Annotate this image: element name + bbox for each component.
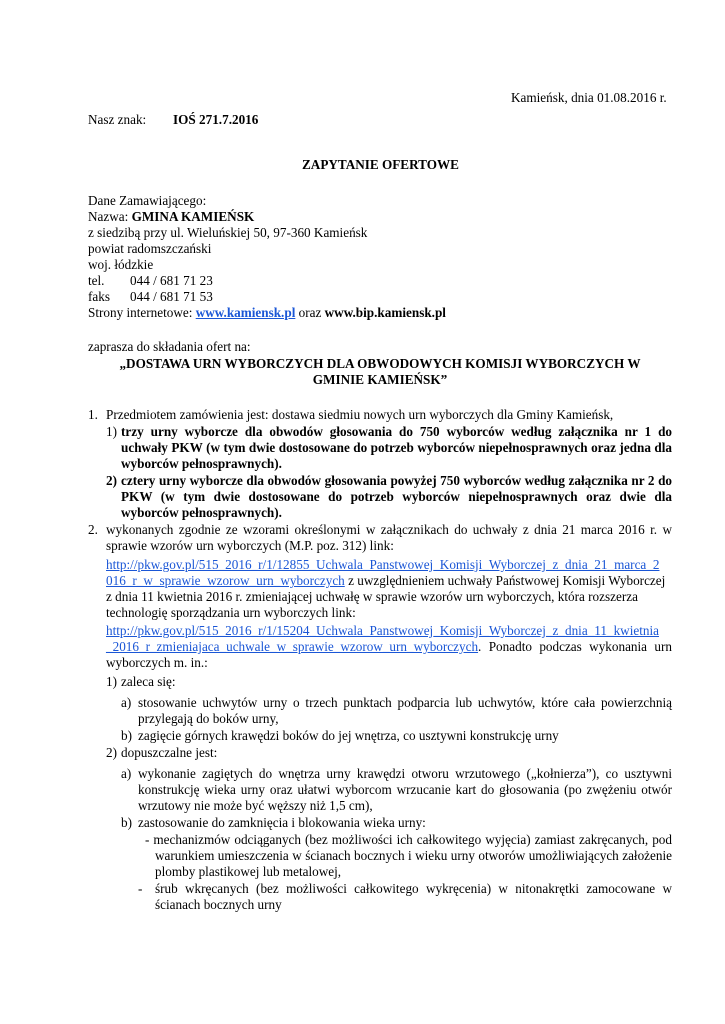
subject-line-2: GMINIE KAMIEŃSK”: [312, 372, 448, 387]
buyer-fax: 044 / 681 71 53: [130, 289, 213, 304]
point-1-sub-2-text: cztery urny wyborcze dla obwodów głosowania powyżej 750 wyborców według załącznika nr 2 do PKW (w tym dwie dostosowane do potrzeb wyborców niepełnosprawnych oraz dwie dla wyborców pełnosprawnych).: [121, 473, 672, 520]
point-1-sub-2-number: 2): [106, 473, 117, 488]
buyer-name: GMINA KAMIEŃSK: [131, 209, 255, 224]
after-link-1-text-a: z uwzględnieniem uchwały Państwowej Komisji Wyborczej: [344, 573, 666, 588]
point-2-sub-2-a-number: a): [121, 766, 132, 781]
web-label: Strony internetowe:: [88, 305, 196, 320]
buyer-name-label: Nazwa:: [88, 209, 132, 224]
after-link-1-text-c: technologię sporządzania urn wyborczych link:: [106, 605, 356, 620]
buyer-county: powiat radomszczański: [88, 241, 212, 256]
point-2-sub-2-text: dopuszczalne jest:: [121, 745, 218, 760]
buyer-tel-label: tel.: [88, 273, 105, 288]
pkw-link-1-part-1[interactable]: http://pkw.gov.pl/515_2016_r/1/12855_Uchwala_Panstwowej_Komisji_Wyborczej_z_dnia_21_marca_2: [106, 557, 660, 572]
website-link-kamiensk[interactable]: www.kamiensk.pl: [195, 305, 296, 320]
point-1-sub-1-number: 1): [106, 424, 117, 439]
pkw-link-2-part-1[interactable]: http://pkw.gov.pl/515_2016_r/1/15204_Uchwala_Panstwowej_Komisji_Wyborczej_z_dnia_11_kwietnia: [106, 623, 659, 638]
point-2-sub-2-b-text: zastosowanie do zamknięcia i blokowania wieka urny:: [138, 815, 426, 830]
point-2-sub-1-b-number: b): [121, 728, 132, 743]
point-2-sub-1-b-text: zagięcie górnych krawędzi boków do jej wnętrza, co usztywni konstrukcję urny: [138, 728, 559, 743]
point-2-sub-1-a-number: a): [121, 695, 132, 710]
reference-label: Nasz znak:: [88, 112, 147, 127]
buyer-fax-label: faks: [88, 289, 110, 304]
point-2-text: wykonanych zgodnie ze wzorami określonymi w załącznikach do uchwały z dnia 21 marca 2016 r. w sprawie wzorów urn wyborczych (M.P. poz. 312) link:: [106, 522, 672, 553]
place-date: Kamieńsk, dnia 01.08.2016 r.: [511, 90, 667, 105]
point-2-sub-1-text: zaleca się:: [121, 674, 176, 689]
buyer-name-line: [88, 209, 254, 225]
point-2-number: 2.: [88, 522, 98, 537]
after-link-1-text-b: z dnia 11 kwietnia 2016 r. zmieniającej uchwałę w sprawie wzorów urn wyborczych, która rozszerza: [106, 589, 638, 604]
pkw-link-1-line-2: [106, 573, 665, 589]
pkw-link-1-part-2[interactable]: 016_r_w_sprawie_wzorow_urn_wyborczych: [106, 573, 345, 588]
buyer-address: z siedzibą przy ul. Wieluńskiej 50, 97-360 Kamieńsk: [88, 225, 368, 240]
subject-line-1: „DOSTAWA URN WYBORCZYCH DLA OBWODOWYCH KOMISJI WYBORCZYCH W: [119, 356, 641, 371]
point-1-sub-1-text: trzy urny wyborcze dla obwodów głosowania do 750 wyborców według załącznika nr 1 do uchwały PKW (w tym dwie dostosowane do potrzeb wyborców niepełnosprawnych oraz jedna dla wyborców pełnosprawnych).: [121, 424, 672, 471]
point-1-number: 1.: [88, 407, 98, 422]
invite-text: zaprasza do składania ofert na:: [88, 339, 251, 354]
page-title: ZAPYTANIE OFERTOWE: [302, 157, 459, 172]
dash-item-2: śrub wkręcanych (bez możliwości całkowitego wykręcenia) w nitonakrętki zamocowane w ścianach bocznych urny: [155, 881, 672, 912]
point-2-sub-2-b-number: b): [121, 815, 132, 830]
point-1-text: Przedmiotem zamówienia jest: dostawa siedmiu nowych urn wyborczych dla Gminy Kamieńsk,: [106, 407, 614, 422]
buyer-heading: Dane Zamawiającego:: [88, 193, 207, 208]
reference-number: IOŚ 271.7.2016: [173, 112, 259, 127]
point-2-sub-2-a-text: wykonanie zagiętych do wnętrza urny krawędzi otworu wrzutowego („kołnierza”), co usztywni konstrukcję wieka urny oraz ułatwi wyborcom wrzucanie kart do głosowania (po zwężeniu otwór wrzutowy nie może być węższy niż 1,5 cm),: [138, 766, 672, 813]
after-link-2-text: . Ponadto podczas wykonania urn wyborczych m. in.:: [106, 639, 672, 670]
website-bip: www.bip.kamiensk.pl: [324, 305, 446, 320]
pkw-link-2-line-2: [106, 639, 672, 671]
dash-item-2-mark: -: [138, 881, 143, 896]
point-2-sub-1-a-text: stosowanie uchwytów urny o trzech punktach podparcia lub uchwytów, które cała powierzchnią przylegają do boków urny,: [138, 695, 672, 726]
pkw-link-2-part-2[interactable]: _2016_r_zmieniajaca_uchwale_w_sprawie_wzorow_urn_wyborczych: [106, 639, 479, 654]
buyer-tel: 044 / 681 71 23: [130, 273, 213, 288]
point-2-sub-2-number: 2): [106, 745, 117, 760]
web-and: oraz: [295, 305, 325, 320]
buyer-websites: [88, 305, 446, 321]
buyer-voivodeship: woj. łódzkie: [88, 257, 154, 272]
dash-item-1: - mechanizmów odciąganych (bez możliwości ich całkowitego wyjęcia) zamiast zakręcanych, pod warunkiem umieszczenia w ścianach bocznych i wieku urny otworów umożliwiających założenie plomby plastikowej lub metalowej,: [145, 832, 672, 879]
point-2-sub-1-number: 1): [106, 674, 117, 689]
